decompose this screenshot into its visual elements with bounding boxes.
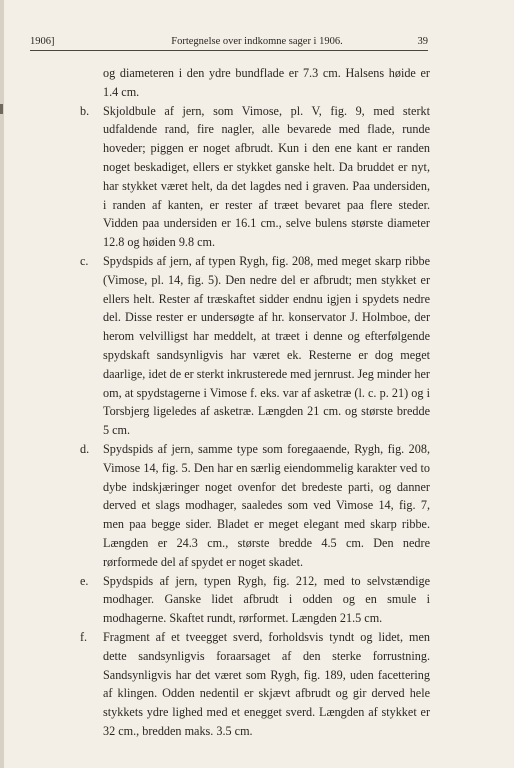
header-rule	[30, 50, 428, 51]
entry-text: Spydspids af jern, af typen Rygh, fig. 208, med meget skarp ribbe (Vimose, pl. 14, fig. 5). Den nedre del er afbrudt; men stykket er ellers helt. Rester af træskaftet sidder endnu igjen i spydets nedre del. Disse rester er undersøgte af hr. konservator J. Holmboe, der herom velvilligst har meddelt, at træet i denne og efterfølgende spydskaft sandsynligvis har været ek. Resterne er dog meget daarlige, idet de er sterkt inkrusterede med jernrust. Jeg minder her om, at spydstagerne i Vimose f. eks. var af asketræ (l. c. p. 21) og i Torsbjerg ligeledes af asketræ. Længden 21 cm. og største bredde 5 cm.	[103, 253, 430, 438]
entry-text: Spydspids af jern, typen Rygh, fig. 212, med to selvstændige modhager. Ganske lidet afbrudt i odden og en smule i modhagerne. Skaftet rundt, rørformet. Længden 21.5 cm.	[103, 573, 430, 626]
entry-c	[0, 252, 514, 440]
entry-text: Skjoldbule af jern, som Vimose, pl. V, fig. 9, med sterkt udfaldende rand, fire nagler, alle bevarede med flade, runde hoveder; piggen er noget afbrudt. Kun i den ene kant er randen noget beskadiget, ellers er stykket ganske helt. Da bruddet er nyt, har stykket været helt, da det lagdes ned i graven. Paa undersiden, i randen af kanten, er rester af træet bevaret paa flere steder. Vidden paa undersiden er 16.1 cm., selve bulens største diameter 12.8 og høiden 9.8 cm.	[103, 103, 430, 250]
header-year: 1906]	[30, 36, 55, 47]
entry-letter: e.	[80, 573, 89, 588]
entry-continuation	[0, 64, 514, 102]
entry-b	[0, 102, 514, 252]
entry-letter: c.	[80, 253, 89, 268]
entry-list	[0, 64, 514, 741]
entry-letter: d.	[80, 441, 90, 456]
entry-e	[0, 572, 514, 628]
entry-text: Spydspids af jern, samme type som foregaaende, Rygh, fig. 208, Vimose 14, fig. 5. Den har en særlig eiendommelig karakter ved to dybe indskjæringer noget ovenfor det bredeste parti, og danner derved et slags modhager, saaledes som ved Vimose 14, fig. 7, men paa begge sider. Bladet er meget elegant med skarp ribbe. Længden er 24.3 cm., største bredde 4.5 cm. Den nedre rørformede del af spydet er noget skadet.	[103, 441, 430, 569]
entry-letter: f.	[80, 629, 88, 644]
running-header	[0, 36, 514, 50]
entry-text: Fragment af et tveegget sverd, forholdsvis tyndt og lidet, men dette sandsynligvis foraarsaget af den sterke forrustning. Sandsynligvis har det været som Rygh, fig. 189, uden facettering af klingen. Odden nedentil er skjævt afbrudt og gir derved hele stykkets ydre lighed med et enegget sverd. Længden af stykket er 32 cm., bredden maks. 3.5 cm.	[103, 629, 430, 738]
entry-f	[0, 628, 514, 741]
header-title: Fortegnelse over indkomne sager i 1906.	[171, 36, 343, 47]
page-number: 39	[417, 36, 428, 47]
entry-letter: b.	[80, 103, 90, 118]
entry-text: og diameteren i den ydre bundflade er 7.3 cm. Halsens høide er 1.4 cm.	[103, 66, 430, 99]
entry-d	[0, 440, 514, 572]
